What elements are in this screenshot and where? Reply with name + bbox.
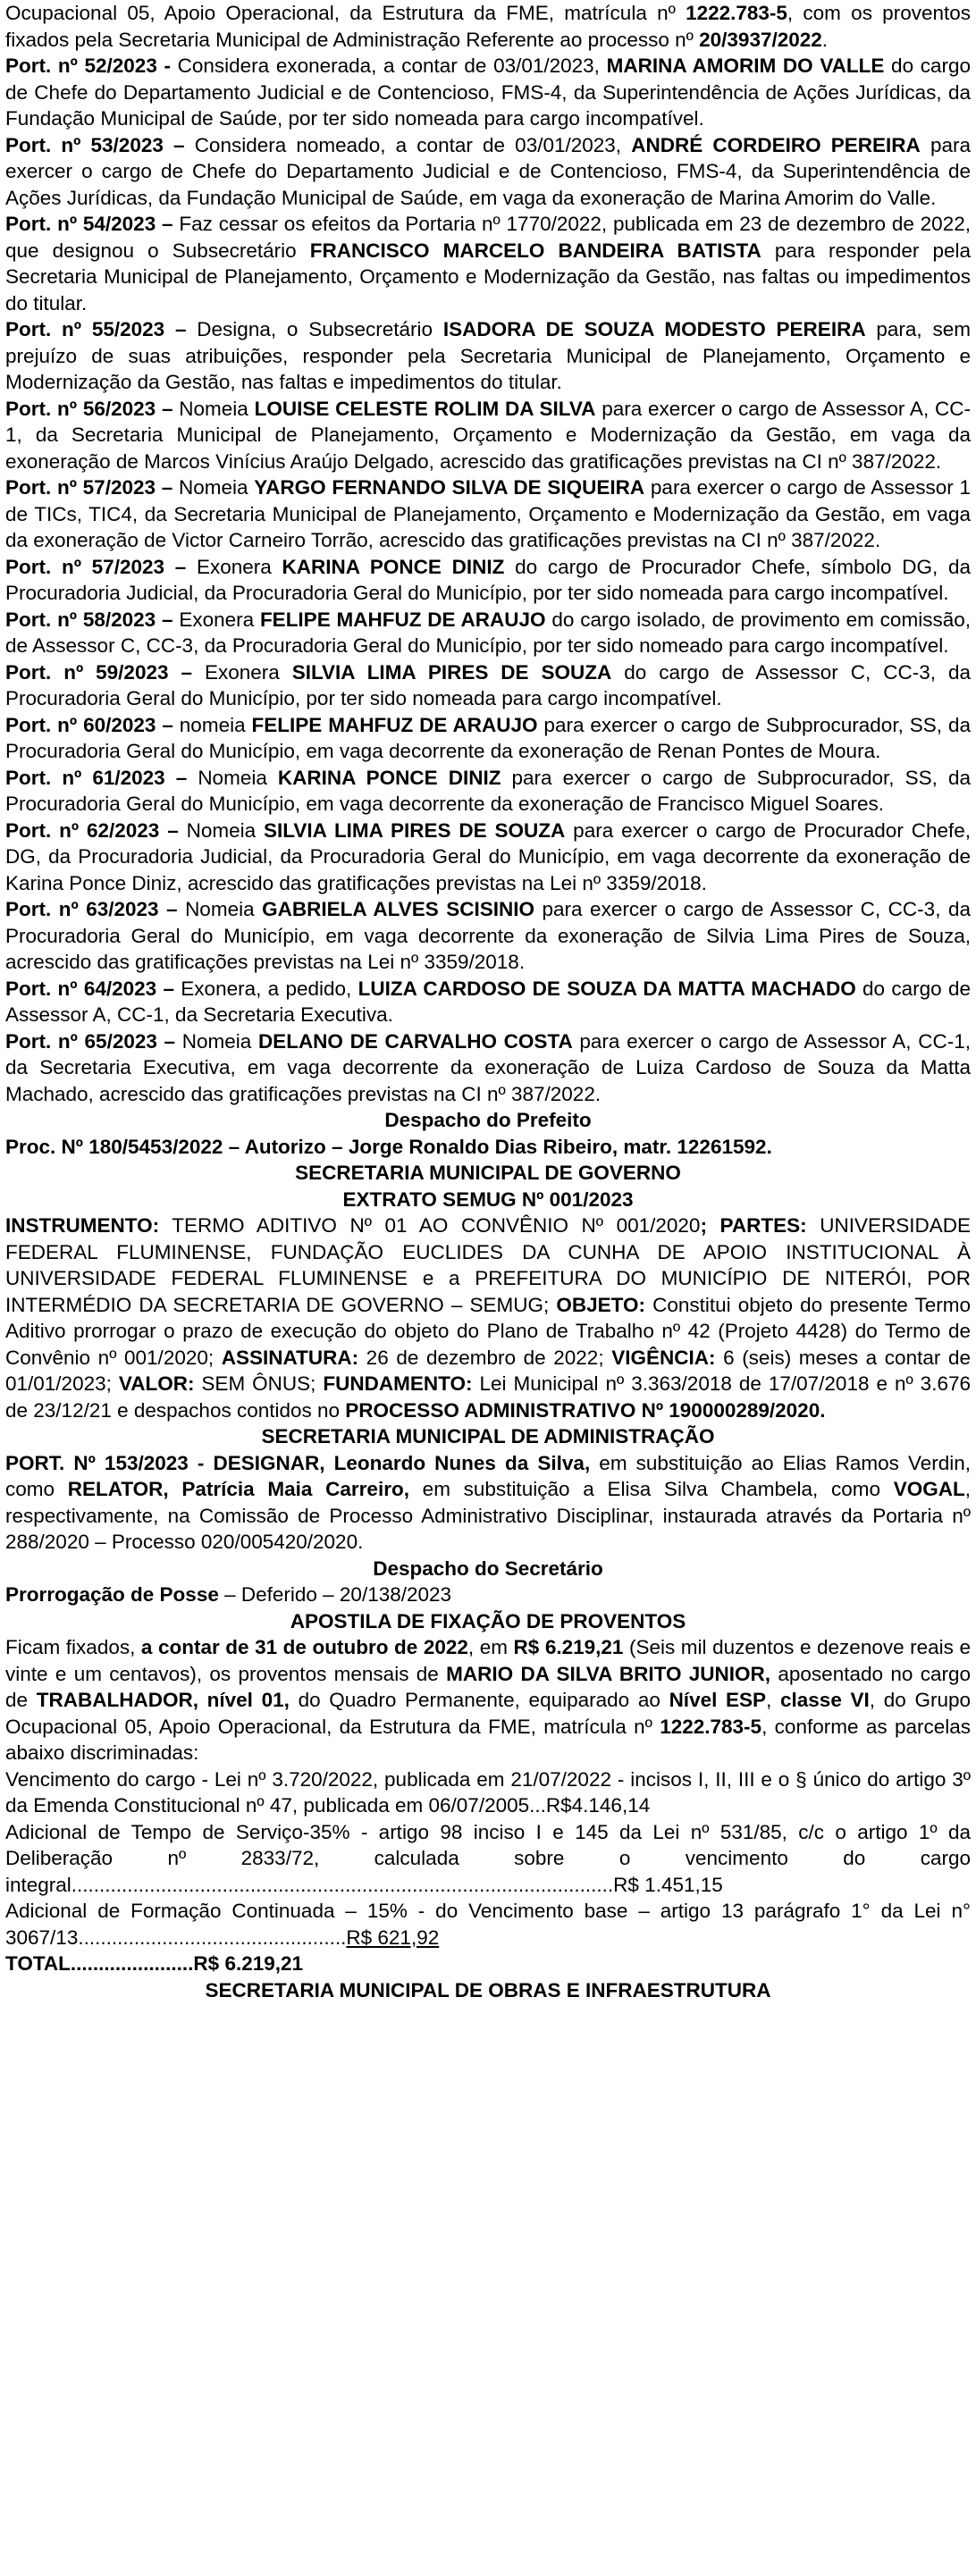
portaria-60-2023-run: FELIPE MAHFUZ DE ARAUJO	[251, 713, 538, 736]
portaria-58-2023-run: do cargo isolado, de provimento em comissão, de Assessor C, CC-3, da Procuradoria Geral do Município, por ter sido nomeado para cargo incompatível.	[5, 608, 971, 657]
portaria-53-2023-run: Port. nº 53/2023 –	[5, 133, 195, 156]
portaria-55-2023-run: ISADORA DE SOUZA MODESTO PEREIRA	[442, 318, 866, 340]
heading-despacho-prefeito-run: Despacho do Prefeito	[384, 1109, 592, 1131]
apostila-vencimento-run: Vencimento do cargo - Lei nº 3.720/2022, publicada em 21/07/2022 - incisos I, II, III e o § único do artigo 3º da Emenda Constitucional nº 47, publicada em 06/07/2005...R$4.146,14	[5, 1767, 971, 1817]
extrato-semug-body-run: VALOR:	[118, 1372, 195, 1395]
portaria-58-2023-run: FELIPE MAHFUZ DE ARAUJO	[259, 608, 546, 631]
despacho-prorrogacao-posse	[5, 1582, 971, 1608]
portaria-58-2023-run: Port. nº 58/2023 –	[5, 608, 180, 631]
portaria-64-2023-run: do cargo de Assessor A, CC-1, da Secretaria Executiva.	[5, 977, 971, 1026]
continuation-paragraph-run: , com os proventos fixados pela Secretaria Municipal de Administração Referente ao processo nº	[5, 2, 971, 51]
apostila-total	[5, 1951, 971, 1977]
apostila-total-run: TOTAL......................R$ 6.219,21	[5, 1952, 304, 1975]
continuation-paragraph-run: Ocupacional 05, Apoio Operacional, da Estrutura da FME, matrícula nº	[5, 2, 686, 24]
portaria-54-2023	[5, 211, 971, 316]
portaria-59-2023-run: do cargo de Assessor C, CC-3, da Procuradoria Geral do Município, por ter sido nomeada para cargo incompatível.	[5, 660, 971, 709]
portaria-56-2023-run: Port. nº 56/2023 –	[5, 397, 180, 420]
portaria-153-2023-run: VOGAL	[893, 1478, 965, 1500]
portaria-62-2023-run: Nomeia	[186, 818, 265, 842]
apostila-body-run: Ficam fixados,	[5, 1636, 141, 1658]
apostila-body	[5, 1634, 971, 1766]
portaria-63-2023	[5, 896, 971, 976]
portaria-55-2023-run: Port. nº 55/2023 –	[5, 318, 198, 340]
apostila-body-run: , conforme as parcelas abaixo discriminadas:	[5, 1715, 971, 1764]
portaria-57-2023-b-run: do cargo de Procurador Chefe, símbolo DG, da Procuradoria Judicial, da Procuradoria Geral do Município, por ter sido nomeada para cargo incompatível.	[5, 555, 971, 604]
portaria-59-2023-run: Port. nº 59/2023 –	[5, 660, 205, 684]
extrato-semug-body-run: SEM ÔNUS;	[194, 1372, 324, 1395]
portaria-54-2023-run: FRANCISCO MARCELO BANDEIRA BATISTA	[309, 239, 761, 262]
portaria-57-2023-b	[5, 554, 971, 607]
apostila-adicional-formacao	[5, 1898, 971, 1951]
extrato-semug-body-run: VIGÊNCIA:	[611, 1346, 716, 1369]
portaria-58-2023	[5, 607, 971, 659]
portaria-57-2023-b-run: KARINA PONCE DINIZ	[282, 555, 505, 578]
apostila-body-run: TRABALHADOR, nível 01,	[36, 1689, 290, 1711]
apostila-body-run: ,	[766, 1689, 781, 1711]
portaria-60-2023-run: Port. nº 60/2023 –	[5, 713, 180, 736]
portaria-57-2023-b-run: Exonera	[196, 555, 282, 578]
despacho-prorrogacao-posse-run: – Deferido – 20/138/2023	[218, 1583, 452, 1606]
portaria-61-2023-run: para exercer o cargo de Subprocurador, SS, da Procuradoria Geral do Município, em vaga decorrente da exoneração de Francisco Miguel Soares.	[5, 766, 971, 815]
heading-secretaria-governo	[5, 1160, 971, 1187]
portaria-61-2023-run: Nomeia	[198, 766, 278, 789]
heading-despacho-secretario	[5, 1556, 971, 1582]
portaria-63-2023-run: para exercer o cargo de Assessor C, CC-3, da Procuradoria Geral do Município, em vaga decorrente da exoneração de Silvia Lima Pires de Souza, acrescido das gratificações previstas na Lei nº 3359/2018.	[5, 898, 971, 973]
portaria-57-2023-a-run: YARGO FERNANDO SILVA DE SIQUEIRA	[254, 476, 645, 499]
apostila-body-run: 1222.783-5	[660, 1715, 762, 1738]
portaria-61-2023-run: Port. nº 61/2023 –	[5, 766, 198, 789]
extrato-semug-body-run: FUNDAMENTO:	[323, 1372, 473, 1395]
portaria-60-2023-run: nomeia	[179, 713, 252, 736]
despacho-proc-180-5453-2022-run: Proc. Nº 180/5453/2022 – Autorizo – Jorge Ronaldo Dias Ribeiro, matr. 12261592.	[5, 1135, 772, 1158]
portaria-153-2023-run: PORT. Nº 153/2023 - DESIGNAR, Leonardo Nunes da Silva,	[5, 1451, 591, 1474]
apostila-adicional-tempo-run: Adicional de Tempo de Serviço-35% - artigo 98 inciso I e 145 da Lei nº 531/85, c/c o artigo 1º da Deliberação nº 2833/72, calculada sobre o vencimento do cargo integral.................................................................................................R$ 1.451,15	[5, 1820, 971, 1896]
portaria-58-2023-run: Exonera	[179, 608, 260, 631]
portaria-59-2023-run: SILVIA LIMA PIRES DE SOUZA	[291, 660, 612, 684]
heading-secretaria-obras-run: SECRETARIA MUNICIPAL DE OBRAS E INFRAESTRUTURA	[205, 1978, 771, 2001]
apostila-body-run: classe VI	[780, 1689, 870, 1711]
portaria-53-2023-run: ANDRÉ CORDEIRO PEREIRA	[631, 133, 921, 156]
portaria-62-2023	[5, 818, 971, 897]
portaria-62-2023-run: Port. nº 62/2023 –	[5, 818, 187, 842]
heading-secretaria-administracao	[5, 1423, 971, 1450]
extrato-semug-body-run: ; PARTES:	[700, 1214, 807, 1237]
apostila-body-run: MARIO DA SILVA BRITO JUNIOR,	[446, 1662, 771, 1685]
continuation-paragraph	[5, 0, 971, 53]
portaria-64-2023	[5, 976, 971, 1028]
apostila-adicional-formacao-run: Adicional de Formação Continuada – 15% - do Vencimento base – artigo 13 parágrafo 1° da Lei n° 3067/13................................................	[5, 1900, 971, 1949]
extrato-semug-body-run: PROCESSO ADMINISTRATIVO Nº 190000289/2020.	[345, 1398, 826, 1422]
continuation-paragraph-run: 20/3937/2022	[699, 28, 822, 51]
extrato-semug-body-run: Lei Municipal nº 3.363/2018 de 17/07/2018 e nº 3.676 de 23/12/21 e despachos contidos no	[5, 1372, 971, 1422]
portaria-65-2023-run: Nomeia	[181, 1029, 258, 1053]
portaria-55-2023-run: para, sem prejuízo de suas atribuições, responder pela Secretaria Municipal de Planejamento, Orçamento e Modernização da Gestão, nas faltas e impedimentos do titular.	[5, 318, 971, 393]
portaria-53-2023-run: Considera nomeado, a contar de 03/01/2023,	[194, 133, 632, 156]
portaria-52-2023-run: Port. nº 52/2023 -	[5, 55, 178, 77]
extrato-semug-body-run: ASSINATURA:	[221, 1346, 359, 1369]
portaria-59-2023	[5, 659, 971, 712]
portaria-52-2023	[5, 53, 971, 132]
portaria-64-2023-run: Port. nº 64/2023 –	[5, 977, 181, 1000]
heading-despacho-secretario-run: Despacho do Secretário	[373, 1557, 603, 1580]
portaria-62-2023-run: SILVIA LIMA PIRES DE SOUZA	[264, 818, 566, 842]
portaria-53-2023-run: para exercer o cargo de Chefe do Departamento Judicial e de Contencioso, FMS-4, da Superintendência de Ações Jurídicas, da Fundação Municipal de Saúde, em vaga da exoneração de Marina Amorim do Valle.	[5, 133, 971, 209]
portaria-57-2023-b-run: Port. nº 57/2023 –	[5, 555, 197, 578]
portaria-153-2023-run: , respectivamente, na Comissão de Processo Administrativo Disciplinar, instaurada através da Portaria nº 288/2020 – Processo 020/005420/2020.	[5, 1478, 971, 1553]
portaria-63-2023-run: Port. nº 63/2023 –	[5, 898, 186, 920]
portaria-65-2023-run: Port. nº 65/2023 –	[5, 1029, 182, 1053]
portaria-52-2023-run: Considera exonerada, a contar de 03/01/2023,	[177, 55, 607, 77]
portaria-56-2023-run: LOUISE CELESTE ROLIM DA SILVA	[254, 397, 596, 420]
portaria-56-2023-run: para exercer o cargo de Assessor A, CC-1, da Secretaria Municipal de Planejamento, Orçamento e Modernização da Gestão, em vaga da exoneração de Marcos Vinícius Araújo Delgado, acrescido das gratificações previstas na CI nº 387/2022.	[5, 397, 971, 473]
portaria-52-2023-run: MARINA AMORIM DO VALLE	[606, 55, 885, 77]
extrato-semug-body-run: 6 (seis) meses a contar de 01/01/2023;	[5, 1346, 971, 1395]
apostila-adicional-formacao-run: R$ 621,92	[346, 1926, 440, 1949]
continuation-paragraph-run: .	[821, 28, 829, 51]
portaria-63-2023-run: Nomeia	[185, 898, 263, 920]
portaria-65-2023-run: DELANO DE CARVALHO COSTA	[257, 1029, 573, 1053]
extrato-semug-body-run: 26 de dezembro de 2022;	[358, 1346, 612, 1369]
apostila-body-run: aposentado no cargo de	[5, 1662, 971, 1711]
portaria-57-2023-a-run: para exercer o cargo de Assessor 1 de TICs, TIC4, da Secretaria Municipal de Planejamento, Orçamento e Modernização da Gestão, em vaga da exoneração de Victor Carneiro Torrão, acrescido das gratificações previstas na CI nº 387/2022.	[5, 476, 971, 551]
portaria-57-2023-a	[5, 474, 971, 554]
portaria-153-2023-run: em substituição a Elisa Silva Chambela, como	[408, 1478, 894, 1500]
apostila-body-run: , do Grupo Ocupacional 05, Apoio Operacional, da Estrutura da FME, matrícula nº	[5, 1689, 971, 1738]
extrato-semug-body-run: Constitui objeto do presente Termo Aditivo prorrogar o prazo de execução do objeto do Plano de Trabalho nº 42 (Projeto 4428) do Termo de Convênio nº 001/2020;	[5, 1293, 972, 1369]
portaria-54-2023-run: para responder pela Secretaria Municipal de Planejamento, Orçamento e Modernização da Gestão, nas faltas ou impedimentos do titular.	[5, 239, 972, 315]
apostila-body-run: do Quadro Permanente, equiparado ao	[289, 1689, 669, 1711]
apostila-body-run: , em	[467, 1636, 514, 1658]
portaria-63-2023-run: GABRIELA ALVES SCISINIO	[262, 898, 535, 920]
portaria-56-2023	[5, 396, 971, 475]
portaria-65-2023	[5, 1028, 971, 1108]
portaria-153-2023-run: em substituição ao Elias Ramos Verdin, como	[5, 1451, 971, 1500]
apostila-body-run: R$ 6.219,21	[513, 1636, 624, 1658]
heading-secretaria-administracao-run: SECRETARIA MUNICIPAL DE ADMINISTRAÇÃO	[261, 1425, 715, 1447]
extrato-semug-body-run: TERMO ADITIVO Nº 01 AO CONVÊNIO Nº 001/2020	[159, 1214, 701, 1237]
portaria-62-2023-run: para exercer o cargo de Procurador Chefe, DG, da Procuradoria Judicial, da Procuradoria Geral do Município, em vaga decorrente da exoneração de Karina Ponce Diniz, acrescido das gratificações previstas na Lei nº 3359/2018.	[5, 818, 971, 894]
portaria-53-2023	[5, 132, 971, 212]
heading-apostila-proventos-run: APOSTILA DE FIXAÇÃO DE PROVENTOS	[290, 1609, 686, 1632]
portaria-56-2023-run: Nomeia	[179, 397, 255, 420]
despacho-proc-180-5453-2022	[5, 1134, 971, 1161]
heading-secretaria-governo-run: SECRETARIA MUNICIPAL DE GOVERNO	[295, 1162, 681, 1184]
portaria-55-2023-run: Designa, o Subsecretário	[197, 318, 443, 340]
extrato-semug-body	[5, 1212, 971, 1423]
apostila-body-run: a contar de 31 de outubro de 2022	[140, 1636, 468, 1658]
heading-secretaria-obras	[5, 1977, 971, 2004]
portaria-65-2023-run: para exercer o cargo de Assessor A, CC-1, da Secretaria Executiva, em vaga decorrente da exoneração de Luiza Cardoso de Souza da Matta Machado, acrescido das gratificações previstas na CI nº 387/2022.	[5, 1029, 971, 1105]
apostila-body-run: (Seis mil duzentos e dezenove reais e vinte e um centavos), os proventos mensais de	[5, 1636, 971, 1685]
extrato-semug-body-run: OBJETO:	[556, 1293, 645, 1316]
portaria-54-2023-run: Faz cessar os efeitos da Portaria nº 1770/2022, publicada em 23 de dezembro de 2022, que designou o Subsecretário	[5, 213, 971, 262]
portaria-61-2023-run: KARINA PONCE DINIZ	[277, 766, 501, 789]
portaria-60-2023-run: para exercer o cargo de Subprocurador, SS, da Procuradoria Geral do Município, em vaga decorrente da exoneração de Renan Pontes de Moura.	[5, 713, 971, 762]
heading-despacho-prefeito	[5, 1107, 971, 1134]
portaria-57-2023-a-run: Port. nº 57/2023 –	[5, 476, 179, 499]
portaria-64-2023-run: LUIZA CARDOSO DE SOUZA DA MATTA MACHADO	[358, 977, 856, 1000]
apostila-vencimento	[5, 1766, 971, 1819]
apostila-body-run: Nível ESP	[669, 1689, 767, 1711]
portaria-52-2023-run: do cargo de Chefe do Departamento Judicial e de Contencioso, FMS-4, da Superintendência de Ações Jurídicas, da Fundação Municipal de Saúde, por ter sido nomeada para cargo incompatível.	[5, 55, 972, 130]
portaria-54-2023-run: Port. nº 54/2023 –	[5, 213, 180, 235]
portaria-59-2023-run: Exonera	[204, 660, 292, 684]
heading-apostila-proventos	[5, 1608, 971, 1635]
portaria-55-2023	[5, 316, 971, 396]
portaria-61-2023	[5, 765, 971, 818]
heading-extrato-semug-run: EXTRATO SEMUG Nº 001/2023	[342, 1187, 634, 1211]
continuation-paragraph-run: 1222.783-5	[686, 2, 787, 24]
heading-extrato-semug	[5, 1187, 971, 1213]
portaria-153-2023-run: RELATOR, Patrícia Maia Carreiro,	[67, 1478, 409, 1500]
portaria-64-2023-run: Exonera, a pedido,	[181, 977, 358, 1000]
despacho-prorrogacao-posse-run: Prorrogação de Posse	[5, 1583, 219, 1606]
portaria-57-2023-a-run: Nomeia	[178, 476, 255, 499]
apostila-adicional-tempo	[5, 1819, 971, 1899]
extrato-semug-body-run: UNIVERSIDADE FEDERAL FLUMINENSE, FUNDAÇÃO EUCLIDES DA CUNHA DE APOIO INSTITUCIONAL À UNIVERSIDADE FEDERAL FLUMINENSE e a PREFEITURA DO MUNICÍPIO DE NITERÓI, POR INTERMÉDIO DA SECRETARIA DE GOVERNO – SEMUG;	[5, 1214, 971, 1316]
extrato-semug-body-run: INSTRUMENTO:	[5, 1214, 160, 1237]
portaria-153-2023	[5, 1450, 971, 1556]
portaria-60-2023	[5, 712, 971, 765]
